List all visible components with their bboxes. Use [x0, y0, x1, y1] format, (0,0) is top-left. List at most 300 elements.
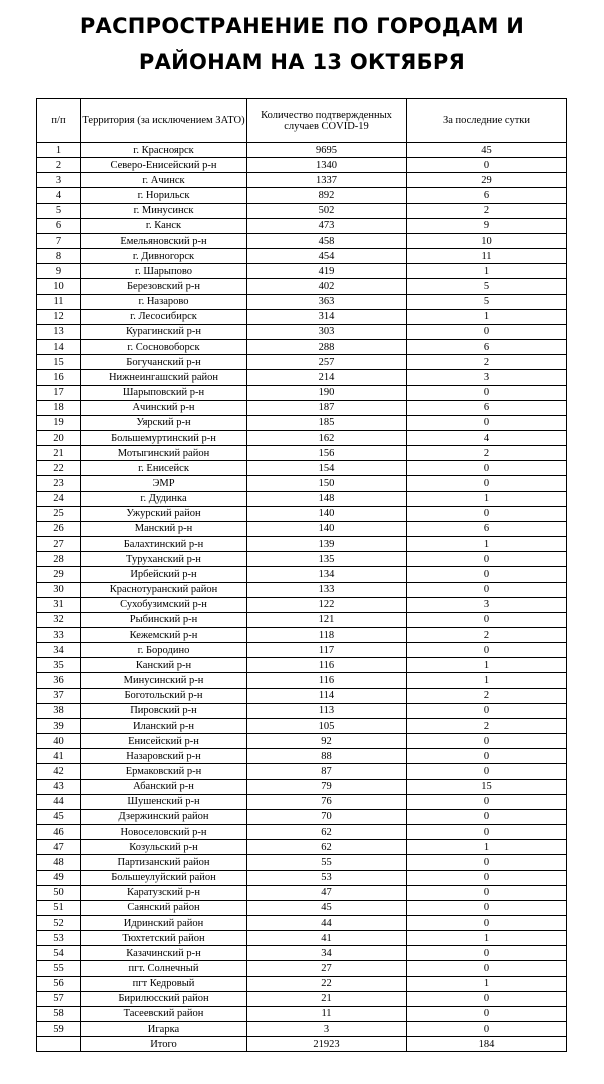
confirmed-cases-cell: 116: [247, 673, 407, 688]
confirmed-cases-cell: 87: [247, 764, 407, 779]
territory-cell: г. Дудинка: [81, 491, 247, 506]
row-number-cell: 24: [37, 491, 81, 506]
last-day-cell: 3: [407, 370, 567, 385]
row-number-cell: 8: [37, 249, 81, 264]
table-row: [37, 734, 567, 749]
row-number-cell: 56: [37, 976, 81, 991]
confirmed-cases-cell: 134: [247, 567, 407, 582]
territory-cell: Идринский район: [81, 915, 247, 930]
row-number-cell: 41: [37, 749, 81, 764]
last-day-cell: 1: [407, 658, 567, 673]
territory-cell: Шарыповский р-н: [81, 385, 247, 400]
last-day-cell: 15: [407, 779, 567, 794]
table-row: [37, 582, 567, 597]
last-day-cell: 29: [407, 173, 567, 188]
last-day-cell: 1: [407, 264, 567, 279]
header-confirmed-cases: Количество подтвержденных случаев COVID-19: [247, 99, 407, 143]
table-row: [37, 446, 567, 461]
last-day-cell: 2: [407, 628, 567, 643]
table-row: [37, 370, 567, 385]
table-header: [37, 99, 567, 143]
territory-cell: Игарка: [81, 1022, 247, 1037]
confirmed-cases-cell: 105: [247, 718, 407, 733]
last-day-cell: 0: [407, 855, 567, 870]
row-number-cell: 33: [37, 628, 81, 643]
confirmed-cases-cell: 303: [247, 324, 407, 339]
last-day-cell: 1: [407, 491, 567, 506]
row-number-cell: 47: [37, 840, 81, 855]
row-number-cell: 15: [37, 355, 81, 370]
last-day-cell: 0: [407, 870, 567, 885]
confirmed-cases-cell: 314: [247, 309, 407, 324]
row-number-cell: 32: [37, 612, 81, 627]
row-number-cell: 7: [37, 233, 81, 248]
row-number-cell: 46: [37, 825, 81, 840]
table-row: [37, 461, 567, 476]
table-row: [37, 324, 567, 339]
total-cases-cell: 21923: [247, 1037, 407, 1052]
confirmed-cases-cell: 363: [247, 294, 407, 309]
last-day-cell: 0: [407, 476, 567, 491]
last-day-cell: 0: [407, 552, 567, 567]
territory-cell: Назаровский р-н: [81, 749, 247, 764]
confirmed-cases-cell: 113: [247, 703, 407, 718]
row-number-cell: 48: [37, 855, 81, 870]
confirmed-cases-cell: 419: [247, 264, 407, 279]
territory-cell: Уярский р-н: [81, 415, 247, 430]
confirmed-cases-cell: 139: [247, 537, 407, 552]
row-number-cell: 5: [37, 203, 81, 218]
confirmed-cases-cell: 116: [247, 658, 407, 673]
confirmed-cases-cell: 402: [247, 279, 407, 294]
last-day-cell: 0: [407, 794, 567, 809]
last-day-cell: 0: [407, 825, 567, 840]
table-row: [37, 506, 567, 521]
territory-cell: Партизанский район: [81, 855, 247, 870]
last-day-cell: 11: [407, 249, 567, 264]
last-day-cell: 0: [407, 324, 567, 339]
row-number-cell: 44: [37, 794, 81, 809]
territory-cell: Балахтинский р-н: [81, 537, 247, 552]
last-day-cell: 0: [407, 764, 567, 779]
territory-cell: Кежемский р-н: [81, 628, 247, 643]
row-number-cell: 40: [37, 734, 81, 749]
confirmed-cases-cell: 3: [247, 1022, 407, 1037]
confirmed-cases-cell: 11: [247, 1006, 407, 1021]
last-day-cell: 0: [407, 885, 567, 900]
territory-cell: г. Минусинск: [81, 203, 247, 218]
confirmed-cases-cell: 190: [247, 385, 407, 400]
row-number-cell: 12: [37, 309, 81, 324]
page-title: РАСПРОСТРАНЕНИЕ ПО ГОРОДАМ И: [79, 14, 525, 38]
confirmed-cases-cell: 214: [247, 370, 407, 385]
row-number-cell: 58: [37, 1006, 81, 1021]
table-row: [37, 385, 567, 400]
confirmed-cases-cell: 55: [247, 855, 407, 870]
row-number-cell: 20: [37, 430, 81, 445]
territory-cell: пгт. Солнечный: [81, 961, 247, 976]
last-day-cell: 1: [407, 976, 567, 991]
table-row: [37, 249, 567, 264]
last-day-cell: 0: [407, 506, 567, 521]
territory-cell: г. Норильск: [81, 188, 247, 203]
confirmed-cases-cell: 9695: [247, 143, 407, 158]
confirmed-cases-cell: 1337: [247, 173, 407, 188]
territory-cell: Дзержинский район: [81, 809, 247, 824]
confirmed-cases-cell: 156: [247, 446, 407, 461]
confirmed-cases-cell: 62: [247, 840, 407, 855]
table-row: [37, 233, 567, 248]
table-row: [37, 1006, 567, 1021]
row-number-cell: 18: [37, 400, 81, 415]
last-day-cell: 0: [407, 734, 567, 749]
table-row: [37, 430, 567, 445]
last-day-cell: 5: [407, 279, 567, 294]
confirmed-cases-cell: 47: [247, 885, 407, 900]
confirmed-cases-cell: 135: [247, 552, 407, 567]
table-row: [37, 855, 567, 870]
territory-cell: Козульский р-н: [81, 840, 247, 855]
confirmed-cases-cell: 150: [247, 476, 407, 491]
territory-cell: Мотыгинский район: [81, 446, 247, 461]
territory-cell: Богучанский р-н: [81, 355, 247, 370]
covid-cases-table: [36, 98, 567, 1052]
territory-cell: г. Ачинск: [81, 173, 247, 188]
row-number-cell: 6: [37, 218, 81, 233]
confirmed-cases-cell: 473: [247, 218, 407, 233]
row-number-cell: 9: [37, 264, 81, 279]
confirmed-cases-cell: 121: [247, 612, 407, 627]
territory-cell: Каратузский р-н: [81, 885, 247, 900]
table-row: [37, 885, 567, 900]
last-day-cell: 1: [407, 673, 567, 688]
table-row: [37, 400, 567, 415]
territory-cell: Ирбейский р-н: [81, 567, 247, 582]
page-title-line-2: РАЙОНАМ НА 13 ОКТЯБРЯ: [138, 50, 466, 74]
territory-cell: г. Енисейск: [81, 461, 247, 476]
table-row: [37, 870, 567, 885]
territory-cell: Новоселовский р-н: [81, 825, 247, 840]
territory-cell: Большеулуйский район: [81, 870, 247, 885]
table-row: [37, 703, 567, 718]
last-day-cell: 6: [407, 188, 567, 203]
table-row: [37, 340, 567, 355]
confirmed-cases-cell: 140: [247, 521, 407, 536]
total-last-day-cell: 184: [407, 1037, 567, 1052]
last-day-cell: 2: [407, 203, 567, 218]
last-day-cell: 1: [407, 840, 567, 855]
confirmed-cases-cell: 892: [247, 188, 407, 203]
last-day-cell: 9: [407, 218, 567, 233]
confirmed-cases-cell: 44: [247, 915, 407, 930]
row-number-cell: 51: [37, 900, 81, 915]
row-number-cell: 57: [37, 991, 81, 1006]
territory-cell: Березовский р-н: [81, 279, 247, 294]
row-number-cell: 25: [37, 506, 81, 521]
row-number-cell: 52: [37, 915, 81, 930]
confirmed-cases-cell: 88: [247, 749, 407, 764]
table-row: [37, 976, 567, 991]
row-number-cell: 26: [37, 521, 81, 536]
row-number-cell: 43: [37, 779, 81, 794]
last-day-cell: 6: [407, 340, 567, 355]
table-row: [37, 931, 567, 946]
row-number-cell: 36: [37, 673, 81, 688]
row-number-cell: 10: [37, 279, 81, 294]
last-day-cell: 3: [407, 597, 567, 612]
table-row: [37, 961, 567, 976]
confirmed-cases-cell: 118: [247, 628, 407, 643]
territory-cell: г. Бородино: [81, 643, 247, 658]
last-day-cell: 0: [407, 385, 567, 400]
table-row: [37, 673, 567, 688]
territory-cell: Канский р-н: [81, 658, 247, 673]
table-row: [37, 537, 567, 552]
row-number-cell: 35: [37, 658, 81, 673]
last-day-cell: 6: [407, 521, 567, 536]
last-day-cell: 2: [407, 446, 567, 461]
row-number-cell: 31: [37, 597, 81, 612]
territory-cell: Саянский район: [81, 900, 247, 915]
territory-cell: Бирилюсский район: [81, 991, 247, 1006]
table-row: [37, 476, 567, 491]
territory-cell: Ужурский район: [81, 506, 247, 521]
row-number-cell: 11: [37, 294, 81, 309]
last-day-cell: 45: [407, 143, 567, 158]
territory-cell: Енисейский р-н: [81, 734, 247, 749]
last-day-cell: 0: [407, 749, 567, 764]
last-day-cell: 6: [407, 400, 567, 415]
row-number-cell: 29: [37, 567, 81, 582]
confirmed-cases-cell: 187: [247, 400, 407, 415]
territory-cell: Минусинский р-н: [81, 673, 247, 688]
table-row: [37, 688, 567, 703]
confirmed-cases-cell: 114: [247, 688, 407, 703]
table-row: [37, 188, 567, 203]
confirmed-cases-cell: 70: [247, 809, 407, 824]
row-number-cell: 30: [37, 582, 81, 597]
row-number-cell: 39: [37, 718, 81, 733]
table-row: [37, 946, 567, 961]
row-number-cell: 49: [37, 870, 81, 885]
row-number-cell: 4: [37, 188, 81, 203]
table-row: [37, 218, 567, 233]
territory-cell: Шушенский р-н: [81, 794, 247, 809]
table-row: [37, 567, 567, 582]
total-number-cell: [37, 1037, 81, 1052]
last-day-cell: 0: [407, 643, 567, 658]
table-row: [37, 612, 567, 627]
territory-cell: пгт Кедровый: [81, 976, 247, 991]
confirmed-cases-cell: 162: [247, 430, 407, 445]
territory-cell: Иланский р-н: [81, 718, 247, 733]
last-day-cell: 0: [407, 1006, 567, 1021]
row-number-cell: 28: [37, 552, 81, 567]
territory-cell: Манский р-н: [81, 521, 247, 536]
row-number-cell: 42: [37, 764, 81, 779]
row-number-cell: 17: [37, 385, 81, 400]
row-number-cell: 54: [37, 946, 81, 961]
table-row: [37, 764, 567, 779]
header-last-day: За последние сутки: [407, 99, 567, 143]
table-row: [37, 643, 567, 658]
table-row: [37, 900, 567, 915]
row-number-cell: 16: [37, 370, 81, 385]
last-day-cell: 2: [407, 718, 567, 733]
last-day-cell: 0: [407, 415, 567, 430]
last-day-cell: 5: [407, 294, 567, 309]
last-day-cell: 2: [407, 355, 567, 370]
last-day-cell: 0: [407, 582, 567, 597]
table-row: [37, 779, 567, 794]
confirmed-cases-cell: 21: [247, 991, 407, 1006]
confirmed-cases-cell: 27: [247, 961, 407, 976]
table-row: [37, 749, 567, 764]
confirmed-cases-cell: 458: [247, 233, 407, 248]
territory-cell: Большемуртинский р-н: [81, 430, 247, 445]
confirmed-cases-cell: 34: [247, 946, 407, 961]
table-row: [37, 597, 567, 612]
confirmed-cases-cell: 62: [247, 825, 407, 840]
table-row: [37, 658, 567, 673]
total-row: [37, 1037, 567, 1052]
row-number-cell: 14: [37, 340, 81, 355]
last-day-cell: 0: [407, 900, 567, 915]
territory-cell: Северо-Енисейский р-н: [81, 158, 247, 173]
last-day-cell: 1: [407, 931, 567, 946]
last-day-cell: 0: [407, 961, 567, 976]
territory-cell: г. Лесосибирск: [81, 309, 247, 324]
table-row: [37, 309, 567, 324]
territory-cell: Ермаковский р-н: [81, 764, 247, 779]
table-row: [37, 840, 567, 855]
last-day-cell: 1: [407, 309, 567, 324]
territory-cell: Боготольский р-н: [81, 688, 247, 703]
confirmed-cases-cell: 22: [247, 976, 407, 991]
header-number: п/п: [37, 99, 81, 143]
confirmed-cases-cell: 140: [247, 506, 407, 521]
table-row: [37, 158, 567, 173]
row-number-cell: 19: [37, 415, 81, 430]
last-day-cell: 0: [407, 461, 567, 476]
table-row: [37, 991, 567, 1006]
territory-cell: ЭМР: [81, 476, 247, 491]
table-row: [37, 915, 567, 930]
row-number-cell: 59: [37, 1022, 81, 1037]
row-number-cell: 23: [37, 476, 81, 491]
table-row: [37, 491, 567, 506]
table-footer: [37, 1037, 567, 1052]
confirmed-cases-cell: 41: [247, 931, 407, 946]
row-number-cell: 27: [37, 537, 81, 552]
territory-cell: Абанский р-н: [81, 779, 247, 794]
table-row: [37, 825, 567, 840]
last-day-cell: 0: [407, 946, 567, 961]
last-day-cell: 10: [407, 233, 567, 248]
table-row: [37, 415, 567, 430]
confirmed-cases-cell: 454: [247, 249, 407, 264]
last-day-cell: 0: [407, 1022, 567, 1037]
territory-cell: г. Канск: [81, 218, 247, 233]
header-row: [37, 99, 567, 143]
confirmed-cases-cell: 53: [247, 870, 407, 885]
row-number-cell: 53: [37, 931, 81, 946]
confirmed-cases-cell: 1340: [247, 158, 407, 173]
territory-cell: г. Шарыпово: [81, 264, 247, 279]
territory-cell: Ачинский р-н: [81, 400, 247, 415]
territory-cell: г. Назарово: [81, 294, 247, 309]
confirmed-cases-cell: 76: [247, 794, 407, 809]
territory-cell: Тюхтетский район: [81, 931, 247, 946]
table-row: [37, 809, 567, 824]
table-row: [37, 718, 567, 733]
row-number-cell: 1: [37, 143, 81, 158]
row-number-cell: 22: [37, 461, 81, 476]
last-day-cell: 0: [407, 612, 567, 627]
last-day-cell: 0: [407, 567, 567, 582]
row-number-cell: 50: [37, 885, 81, 900]
table-row: [37, 143, 567, 158]
confirmed-cases-cell: 502: [247, 203, 407, 218]
row-number-cell: 2: [37, 158, 81, 173]
table-row: [37, 294, 567, 309]
territory-cell: Тасеевский район: [81, 1006, 247, 1021]
last-day-cell: 0: [407, 809, 567, 824]
table-body: [37, 143, 567, 1037]
row-number-cell: 13: [37, 324, 81, 339]
territory-cell: Казачинский р-н: [81, 946, 247, 961]
territory-cell: Емельяновский р-н: [81, 233, 247, 248]
last-day-cell: 1: [407, 537, 567, 552]
table-row: [37, 628, 567, 643]
row-number-cell: 38: [37, 703, 81, 718]
territory-cell: Краснотуранский район: [81, 582, 247, 597]
table-row: [37, 521, 567, 536]
last-day-cell: 0: [407, 991, 567, 1006]
row-number-cell: 3: [37, 173, 81, 188]
table-row: [37, 1022, 567, 1037]
table-row: [37, 264, 567, 279]
territory-cell: Курагинский р-н: [81, 324, 247, 339]
confirmed-cases-cell: 185: [247, 415, 407, 430]
table-row: [37, 552, 567, 567]
table-row: [37, 794, 567, 809]
last-day-cell: 4: [407, 430, 567, 445]
table-row: [37, 279, 567, 294]
confirmed-cases-cell: 133: [247, 582, 407, 597]
confirmed-cases-cell: 257: [247, 355, 407, 370]
row-number-cell: 37: [37, 688, 81, 703]
last-day-cell: 0: [407, 915, 567, 930]
confirmed-cases-cell: 288: [247, 340, 407, 355]
territory-cell: г. Красноярск: [81, 143, 247, 158]
confirmed-cases-cell: 92: [247, 734, 407, 749]
header-territory: Территория (за исключением ЗАТО): [81, 99, 247, 143]
confirmed-cases-cell: 122: [247, 597, 407, 612]
last-day-cell: 0: [407, 158, 567, 173]
total-label-cell: Итого: [81, 1037, 247, 1052]
confirmed-cases-cell: 45: [247, 900, 407, 915]
confirmed-cases-cell: 79: [247, 779, 407, 794]
last-day-cell: 0: [407, 703, 567, 718]
territory-cell: Пировский р-н: [81, 703, 247, 718]
territory-cell: Туруханский р-н: [81, 552, 247, 567]
row-number-cell: 34: [37, 643, 81, 658]
territory-cell: Рыбинский р-н: [81, 612, 247, 627]
row-number-cell: 45: [37, 809, 81, 824]
confirmed-cases-cell: 117: [247, 643, 407, 658]
last-day-cell: 2: [407, 688, 567, 703]
